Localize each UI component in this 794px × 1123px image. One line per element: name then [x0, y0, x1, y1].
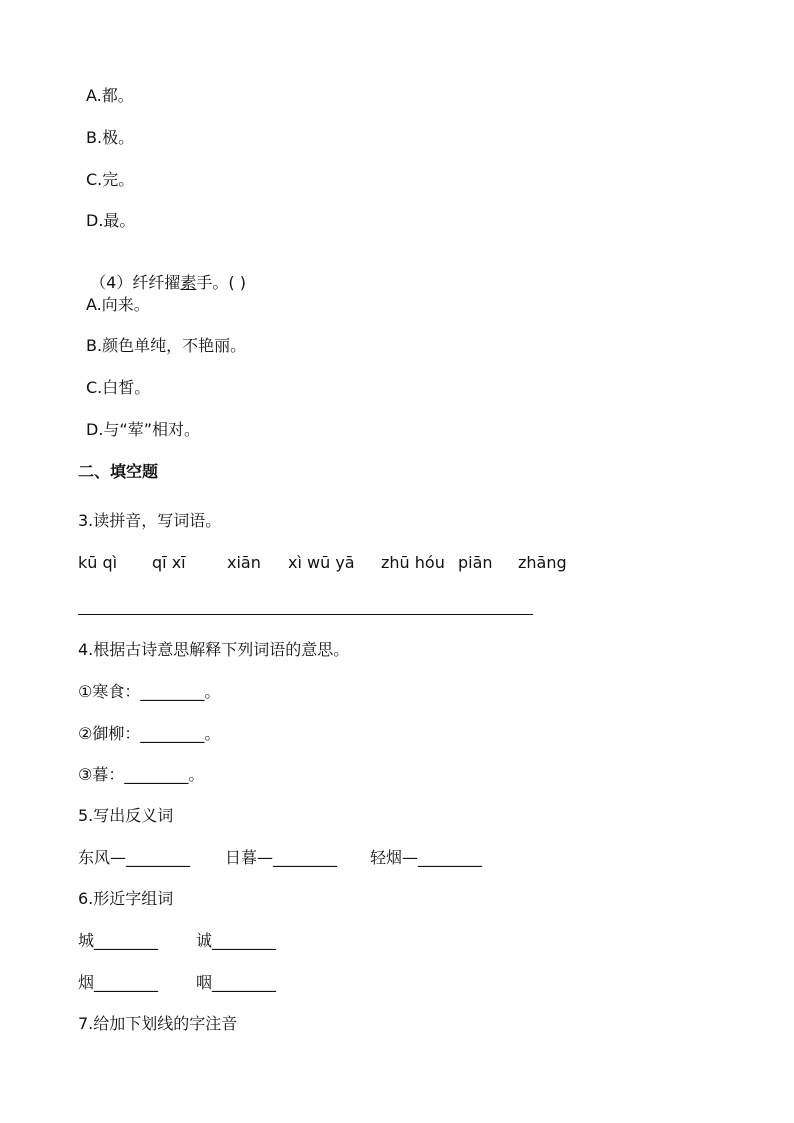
q6-row2-item-1: 烟________	[78, 973, 159, 992]
answer-line	[78, 614, 533, 615]
question-4-prefix: （4）纤纤擢	[90, 273, 181, 292]
q5-item-2: 日暮—________	[225, 848, 338, 867]
q5-item-1: 东风—________	[78, 848, 191, 867]
question-7-title: 7.给加下划线的字注音	[78, 1014, 238, 1033]
q6-row1-item-1: 城________	[78, 931, 159, 950]
pinyin-7: zhāng	[518, 553, 567, 572]
q4-option-a: A.向来。	[86, 295, 150, 314]
q4-item-3: ③暮：________。	[78, 765, 205, 784]
question-5-title: 5.写出反义词	[78, 806, 174, 825]
section-title: 二、填空题	[78, 462, 159, 481]
q4-option-c: C.白皙。	[86, 378, 151, 397]
pinyin-6: piān	[458, 553, 493, 572]
question-3-title: 3.读拼音，写词语。	[78, 511, 222, 530]
q4-item-2: ②御柳：________。	[78, 724, 221, 743]
q6-row2-item-2: 咽________	[196, 973, 277, 992]
question-4-underlined-char: 素	[180, 273, 197, 292]
pinyin-1: kū qì	[78, 553, 118, 572]
option-d: D.最。	[86, 211, 136, 230]
pinyin-4: xì wū yā	[288, 553, 355, 572]
question-4-suffix: 手。( )	[196, 273, 246, 292]
q4-option-d: D.与“荤”相对。	[86, 420, 200, 439]
question-6-title: 6.形近字组词	[78, 889, 174, 908]
option-a: A.都。	[86, 86, 134, 105]
question-4-title: 4.根据古诗意思解释下列词语的意思。	[78, 640, 350, 659]
pinyin-5: zhū hóu	[381, 553, 445, 572]
q6-row1-item-2: 诚________	[196, 931, 277, 950]
question-4-stem	[80, 253, 246, 293]
q4-option-b: B.颜色单纯，不艳丽。	[86, 336, 247, 355]
option-b: B.极。	[86, 128, 135, 147]
q5-item-3: 轻烟—________	[370, 848, 483, 867]
pinyin-row	[0, 553, 794, 575]
option-c: C.完。	[86, 170, 135, 189]
pinyin-2: qī xī	[152, 553, 186, 572]
q4-item-1: ①寒食：________。	[78, 682, 221, 701]
pinyin-3: xiān	[227, 553, 261, 572]
